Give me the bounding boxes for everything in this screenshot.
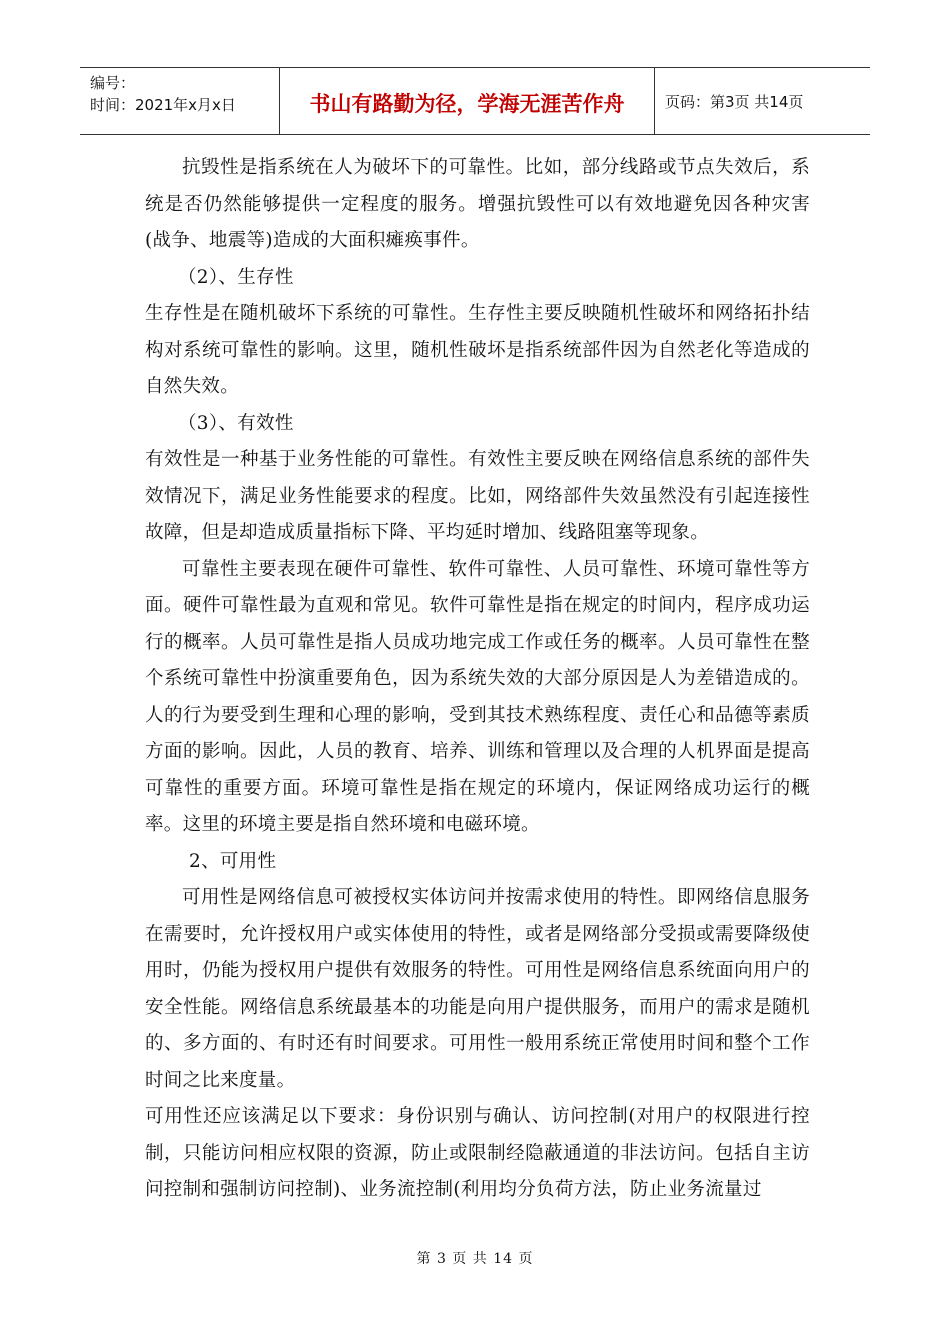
paragraph-invulnerability: 抗毁性是指系统在人为破坏下的可靠性。比如，部分线路或节点失效后，系统是否仍然能够提供一定程度的服务。增强抗毁性可以有效地避免因各种灾害(战争、地震等)造成的大面积瘫痪事件。	[145, 157, 810, 251]
paragraph-survivability: 生存性是在随机破坏下系统的可靠性。生存性主要反映随机性破坏和网络拓扑结构对系统可靠性的影响。这里，随机性破坏是指系统部件因为自然老化等造成的自然失效。	[145, 303, 810, 397]
paragraph-reliability: 可靠性主要表现在硬件可靠性、软件可靠性、人员可靠性、环境可靠性等方面。硬件可靠性最为直观和常见。软件可靠性是指在规定的时间内，程序成功运行的概率。人员可靠性是指人员成功地完成工作或任务的概率。人员可靠性在整个系统可靠性中扮演重要角色，因为系统失效的大部分原因是人为差错造成的。人的行为要受到生理和心理的影响，受到其技术熟练程度、责任心和品德等素质方面的影响。因此，人员的教育、培养、训练和管理以及合理的人机界面是提高可靠性的重要方面。环境可靠性是指在规定的环境内，保证网络成功运行的概率。这里的环境主要是指自然环境和电磁环境。	[145, 558, 810, 835]
subheading-effectiveness: （3）、有效性	[178, 412, 294, 434]
paragraph-availability-requirements: 可用性还应该满足以下要求：身份识别与确认、访问控制(对用户的权限进行控制，只能访问相应权限的资源，防止或限制经隐蔽通道的非法访问。包括自主访问控制和强制访问控制)、业务流控制(利用均分负荷方法，防止业务流量过	[145, 1106, 810, 1200]
date-label: 时间：2021年x月x日	[90, 96, 236, 114]
number-label: 编号：	[90, 74, 136, 92]
paragraph-availability: 可用性是网络信息可被授权实体访问并按需求使用的特性。即网络信息服务在需要时，允许授权用户或实体使用的特性，或者是网络部分受损或需要降级使用时，仍能为授权用户提供有效服务的特性。可用性是网络信息系统面向用户的安全性能。网络信息系统最基本的功能是向用户提供服务，而用户的需求是随机的、多方面的、有时还有时间要求。可用性一般用系统正常使用时间和整个工作时间之比来度量。	[145, 887, 810, 1091]
header-meta	[80, 68, 280, 134]
heading-availability: 2、可用性	[189, 850, 277, 872]
document-body	[145, 150, 810, 1209]
header-page-info: 页码：第3页 共14页	[665, 92, 804, 111]
paragraph-effectiveness: 有效性是一种基于业务性能的可靠性。有效性主要反映在网络信息系统的部件失效情况下，满足业务性能要求的程度。比如，网络部件失效虽然没有引起连接性故障，但是却造成质量指标下降、平均延时增加、线路阻塞等现象。	[145, 449, 810, 543]
subheading-survivability: （2）、生存性	[178, 266, 294, 288]
page-footer: 第 3 页 共 14 页	[416, 1251, 534, 1267]
header-motto: 书山有路勤为径，学海无涯苦作舟	[280, 68, 655, 134]
page-header	[80, 67, 870, 135]
